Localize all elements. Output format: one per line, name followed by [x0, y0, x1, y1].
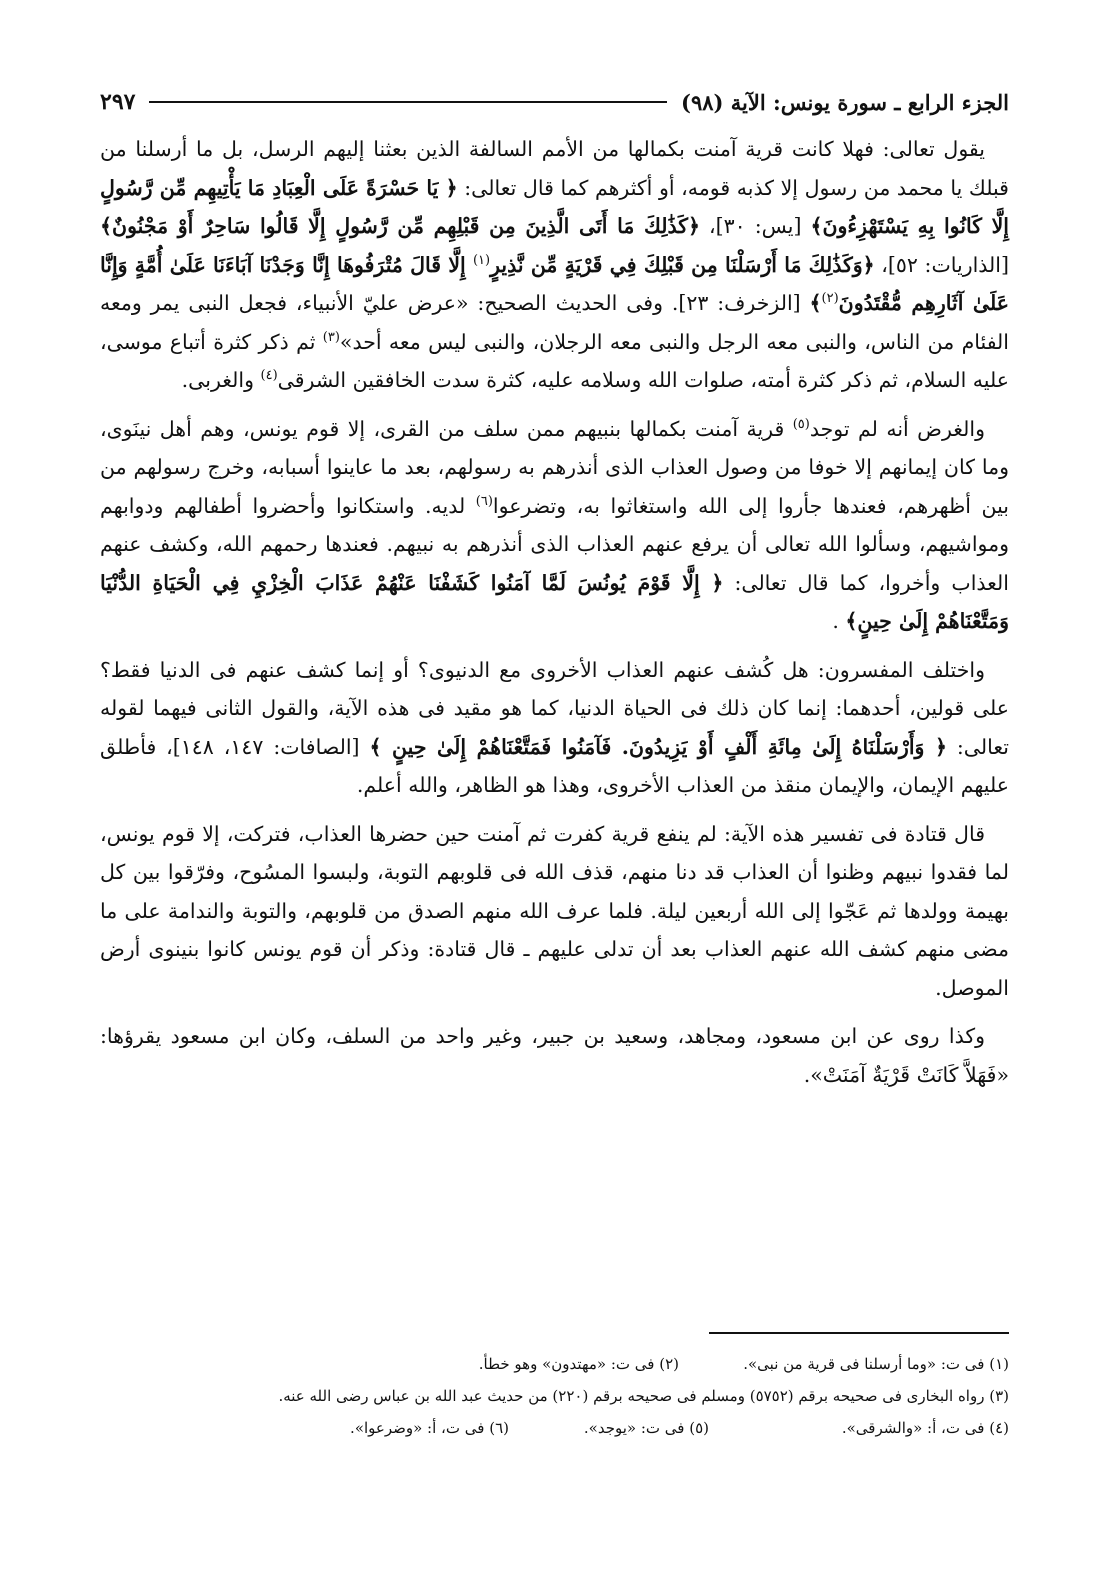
text-run: يقول تعالى: فهلا كانت قرية آمنت بكمالها من الأمم السالفة الذين بعثنا إليهم الرسل، بل ما أرسلنا من قبلك يا محمد من رسول إلا كذبه قومه، أو أكثرهم كما قال تعالى: [100, 137, 1009, 200]
page-number: ٢٩٧ [100, 89, 136, 115]
quran-verse: ﴿ يَا حَسْرَةً عَلَى الْعِبَادِ مَا يَأْتِيهِم مِّن رَّسُولٍ إِلَّا كَانُوا بِهِ يَسْتَهْزِءُونَ﴾ [100, 175, 1009, 238]
paragraph [100, 651, 1009, 805]
text-run: [الذاريات: ٥٢]، [874, 252, 1009, 277]
text-run: قرية آمنت بكمالها بنبيهم ممن سلف من القرى، إلا قوم يونس، وهم أهل نينَوى، وما كان إيمانهم إلا خوفا من وصول العذاب الذى أنذرهم به رسولهم، بعد ما عاينوا أسبابه، وخرج رسولهم من بين أظهرهم، فعندها جأروا إلى الله واستغاثوا به، وتضرعوا [100, 416, 1009, 518]
body-text [100, 130, 1009, 1094]
text-run: ثم ذكر كثرة أتباع موسى، عليه السلام، ثم ذكر كثرة أمته، صلوات الله وسلامه عليه، كثرة سدت الخافقين الشرقى [100, 329, 1009, 392]
footnote-marker: (٣) [322, 329, 340, 345]
paragraph [100, 815, 1009, 1008]
paragraph [100, 1017, 1009, 1094]
quran-verse: ﴿ وَأَرْسَلْنَاهُ إِلَىٰ مِائَةِ أَلْفٍ أَوْ يَزِيدُونَ. فَآمَنُوا فَمَتَّعْنَاهُمْ إِلَىٰ حِينٍ ﴾ [369, 734, 947, 759]
footnote-rule [709, 1332, 1009, 1334]
footnote-6: (٦) فى ت، أ: «وضرعوا». [350, 1419, 509, 1437]
footnote-row [100, 1380, 1009, 1412]
footnote-3: (٣) رواه البخارى فى صحيحه برقم (٥٧٥٢) ومسلم فى صحيحه برقم (٢٢٠) من حديث عبد الله بن عباس رضى الله عنه. [278, 1387, 1009, 1405]
footnote-marker: (٥) [792, 416, 810, 432]
running-header [100, 82, 1009, 122]
footnote-marker: (١) [472, 252, 491, 268]
quran-verse: ﴿ إِلَّا قَوْمَ يُونُسَ لَمَّا آمَنُوا كَشَفْنَا عَنْهُمْ عَذَابَ الْخِزْيِ فِي الْحَيَاةِ الدُّنْيَا وَمَتَّعْنَاهُمْ إِلَىٰ حِينٍ﴾ [100, 570, 1009, 633]
quran-verse: إِلَّا قَالَ مُتْرَفُوهَا إِنَّا وَجَدْنَا آبَاءَنَا عَلَىٰ أُمَّةٍ وَإِنَّا عَلَىٰ آثَارِهِم مُّقْتَدُونَ [100, 252, 1009, 315]
paragraph [100, 130, 1009, 400]
footnote-row [100, 1412, 1009, 1444]
footnote-row [100, 1348, 1009, 1380]
text-run: وكذا روى عن ابن مسعود، ومجاهد، وسعيد بن جبير، وغير واحد من السلف، وكان ابن مسعود يقرؤها: «فَهَلاَّ كَانَتْ قَرْيَةٌ آمَنَتْ». [100, 1024, 1009, 1087]
text-run: [الصافات: ١٤٧، ١٤٨]، فأطلق عليهم الإيمان، والإيمان منقذ من العذاب الأخروى، وهذا هو الظاهر، والله أعلم. [100, 734, 1009, 797]
quran-verse: ﴿كَذَٰلِكَ مَا أَتَى الَّذِينَ مِن قَبْلِهِم مِّن رَّسُولٍ إِلَّا قَالُوا سَاحِرٌ أَوْ مَجْنُونٌ﴾ [100, 214, 701, 238]
footnote-marker: (٤) [260, 368, 278, 384]
quran-verse: ﴿وَكَذَٰلِكَ مَا أَرْسَلْنَا مِن قَبْلِكَ فِي قَرْيَةٍ مِّن نَّذِيرٍ [490, 252, 875, 277]
text-run: لديه. واستكانوا وأحضروا أطفالهم ودوابهم ومواشيهم، وسألوا الله تعالى أن يرفع عنهم العذاب الذى أنذرهم به نبيهم. فعندها رحمهم الله، وكشف عنهم العذاب وأخروا، كما قال تعالى: [100, 493, 1009, 595]
text-run: والغربى. [181, 368, 261, 392]
paragraph [100, 410, 1009, 641]
footnote-5: (٥) فى ت: «يوجد». [583, 1419, 709, 1437]
footnote-2: (٢) فى ت: «مهتدون» وهو خطأ. [478, 1355, 679, 1373]
quran-verse: ﴾ [809, 291, 822, 315]
text-run: [الزخرف: ٢٣]. وفى الحديث الصحيح: «عرض عليّ الأنبياء، فجعل النبى يمر ومعه الفئام من الناس، والنبى معه الرجل والنبى معه الرجلان، والنبى ليس معه أحد» [100, 291, 1009, 354]
footnote-4: (٤) فى ت، أ: «والشرقى». [841, 1419, 1009, 1437]
footnote-marker: (٢) [821, 291, 839, 307]
footnote-marker: (٦) [475, 493, 493, 509]
text-run: [يس: ٣٠]، [700, 214, 811, 238]
footnotes [100, 1348, 1009, 1444]
footnote-1: (١) فى ت: «وما أرسلنا فى قرية من نبى». [743, 1355, 1009, 1373]
text-run: والغرض أنه لم توجد [809, 416, 985, 441]
text-run: واختلف المفسرون: هل كُشف عنهم العذاب الأخروى مع الدنيوى؟ أو إنما كشف عنهم فى الدنيا فقط؟ على قولين، أحدهما: إنما كان ذلك فى الحياة الدنيا، كما هو مقيد فى هذه الآية، والقول الثانى فيهما لقوله تعالى: [100, 657, 1009, 759]
header-title: الجزء الرابع ـ سورة يونس: الآية (٩٨) [681, 89, 1009, 115]
text-run: . [832, 609, 846, 633]
header-rule [149, 101, 667, 103]
text-run: قال قتادة فى تفسير هذه الآية: لم ينفع قرية كفرت ثم آمنت حين حضرها العذاب، فتركت، إلا قوم يونس، لما فقدوا نبيهم وظنوا أن العذاب قد دنا منهم، قذف الله فى قلوبهم التوبة، ولبسوا المسُوح، وفرّقوا بين كل بهيمة وولدها ثم عَجّوا إلى الله أربعين ليلة. فلما عرف الله منهم الصدق من قلوبهم، والتوبة والندامة على ما مضى منهم كشف الله عنهم العذاب بعد أن تدلى عليهم ـ قال قتادة: وذكر أن قوم يونس كانوا بنينوى أرض الموصل. [100, 821, 1009, 1000]
